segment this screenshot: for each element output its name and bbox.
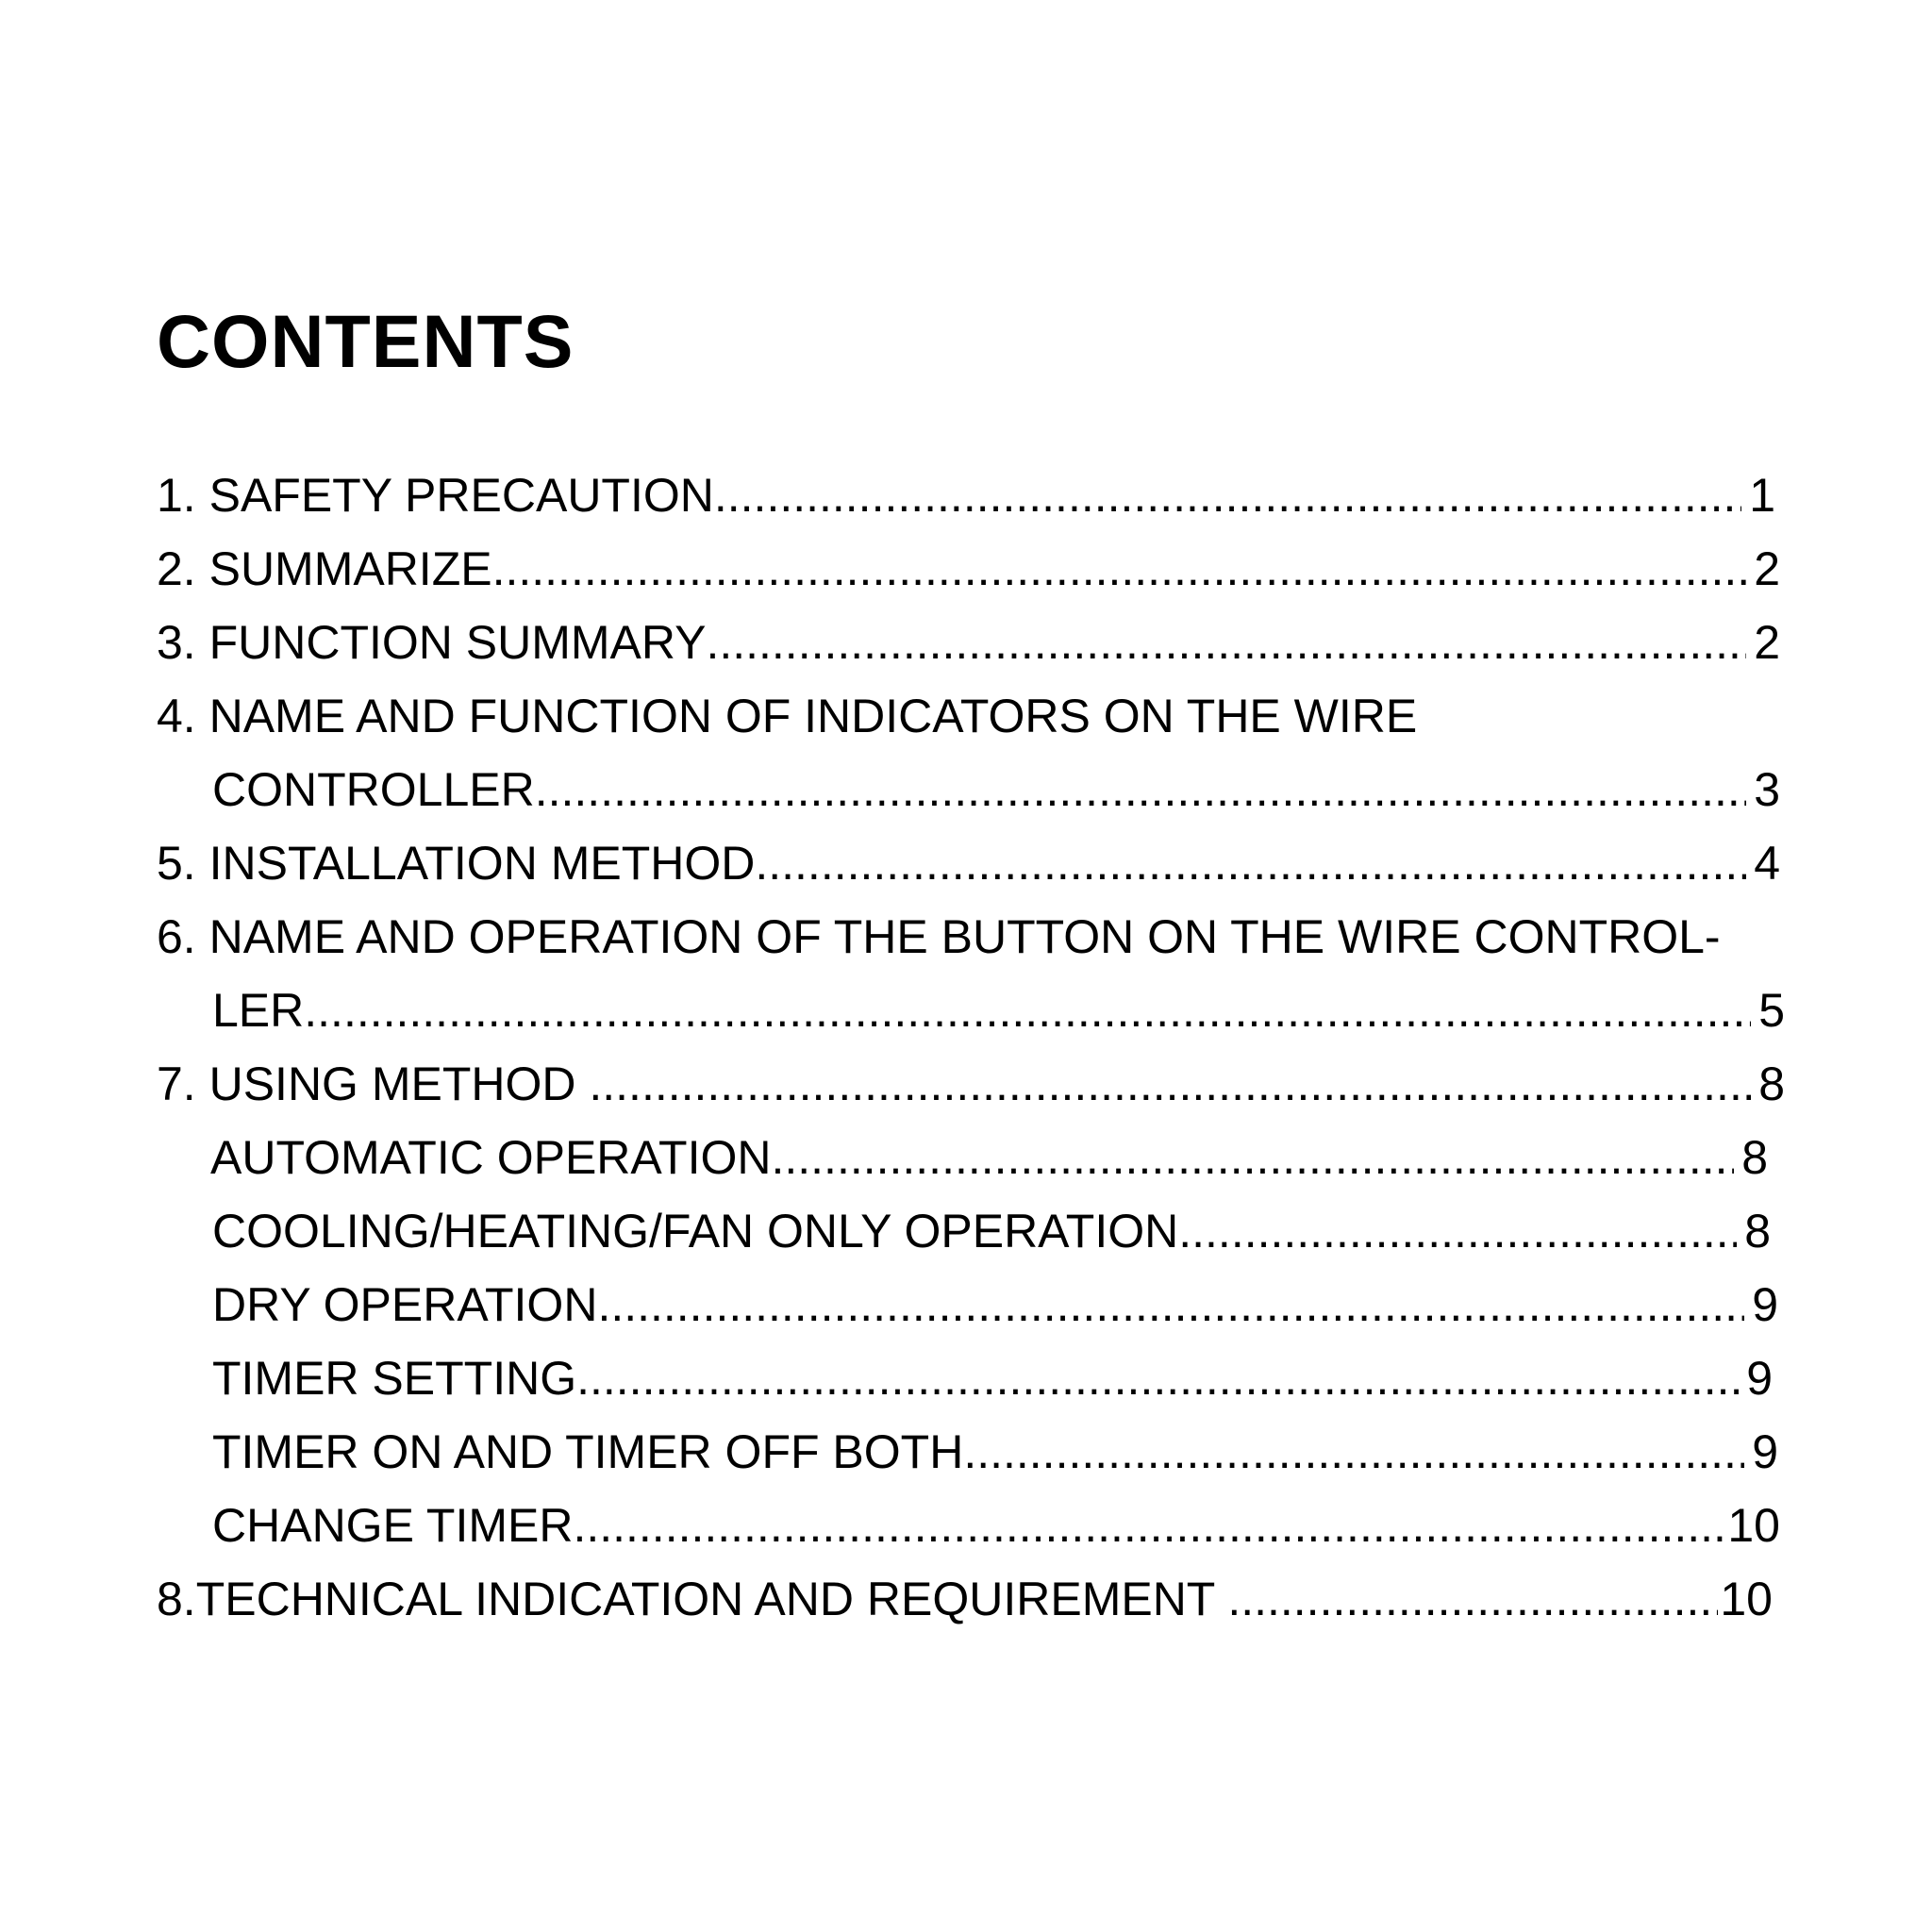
toc-entry-label: 6. NAME AND OPERATION OF THE BUTTON ON THE WIRE CONTROL- [157,910,1721,963]
dot-leader [1178,1194,1737,1268]
toc-page-number: 10 [1727,1499,1780,1552]
toc-entry-button-operation[interactable] [157,900,1793,974]
toc-page-number: 2 [1754,542,1780,595]
toc-entry-cooling-heating-fan[interactable] [157,1194,1771,1268]
dot-leader [714,458,1741,532]
dot-leader [535,753,1746,826]
toc-entry-label: 3. FUNCTION SUMMARY [157,616,707,669]
toc-page-number: 8 [1744,1205,1771,1257]
dot-leader [492,532,1747,606]
page-title: CONTENTS [157,299,575,383]
toc-entry-label: 8.TECHNICAL INDICATION AND REQUIREMENT [157,1573,1228,1625]
toc-entry-change-timer[interactable] [157,1489,1780,1562]
dot-leader [1227,1562,1718,1636]
toc-entry-label-continuation: CONTROLLER [212,763,535,816]
toc-entry-label: DRY OPERATION [212,1278,598,1331]
dot-leader [597,1268,1744,1341]
toc-entry-label: TIMER ON AND TIMER OFF BOTH [212,1425,964,1478]
toc-entry-label: AUTOMATIC OPERATION [210,1131,772,1184]
toc-entry-automatic-operation[interactable] [157,1121,1768,1194]
toc-page-number: 8 [1741,1131,1768,1184]
toc-entry-label: CHANGE TIMER [212,1499,574,1552]
dot-leader [755,826,1746,900]
toc-entry-summarize[interactable] [157,532,1780,606]
dot-leader [963,1415,1744,1489]
toc-entry-label: 4. NAME AND FUNCTION OF INDICATORS ON THE WIRE [157,690,1418,742]
toc-page-number: 4 [1754,837,1780,890]
toc-entry-using-method[interactable] [157,1047,1785,1121]
dot-leader [706,606,1746,679]
toc-entry-button-operation-continuation[interactable] [157,974,1785,1047]
toc-entry-label: 5. INSTALLATION METHOD [157,837,756,890]
toc-entry-label: 7. USING METHOD [157,1058,590,1110]
toc-page-number: 3 [1754,763,1780,816]
dot-leader [304,974,1751,1047]
toc-page-number: 9 [1746,1352,1773,1405]
toc-entry-indicators[interactable] [157,679,1793,753]
toc-entry-label: COOLING/HEATING/FAN ONLY OPERATION [212,1205,1179,1257]
toc-entry-function-summary[interactable] [157,606,1780,679]
toc-page-number: 2 [1754,616,1780,669]
toc-entry-timer-setting[interactable] [157,1341,1773,1415]
toc-page-number: 10 [1720,1573,1773,1625]
toc-page-number: 8 [1758,1058,1785,1110]
toc-entry-timer-on-off[interactable] [157,1415,1778,1489]
toc-page-number: 9 [1752,1278,1778,1331]
toc-entry-safety-precaution[interactable] [157,458,1775,532]
toc-entry-label: TIMER SETTING [212,1352,577,1405]
dot-leader [771,1121,1734,1194]
dot-leader [573,1489,1725,1562]
toc-entry-label: 1. SAFETY PRECAUTION [157,469,714,522]
dot-leader [576,1341,1739,1415]
toc-page-number: 9 [1752,1425,1778,1478]
toc-entry-technical-indication[interactable] [157,1562,1773,1636]
toc-entry-indicators-continuation[interactable] [157,753,1780,826]
toc-entry-installation-method[interactable] [157,826,1780,900]
table-of-contents [157,458,1793,1636]
toc-page-number: 1 [1749,469,1775,522]
toc-entry-label-continuation: LER [212,984,305,1037]
toc-entry-dry-operation[interactable] [157,1268,1778,1341]
toc-page-number: 5 [1758,984,1785,1037]
toc-entry-label: 2. SUMMARIZE [157,542,492,595]
dot-leader [589,1047,1751,1121]
